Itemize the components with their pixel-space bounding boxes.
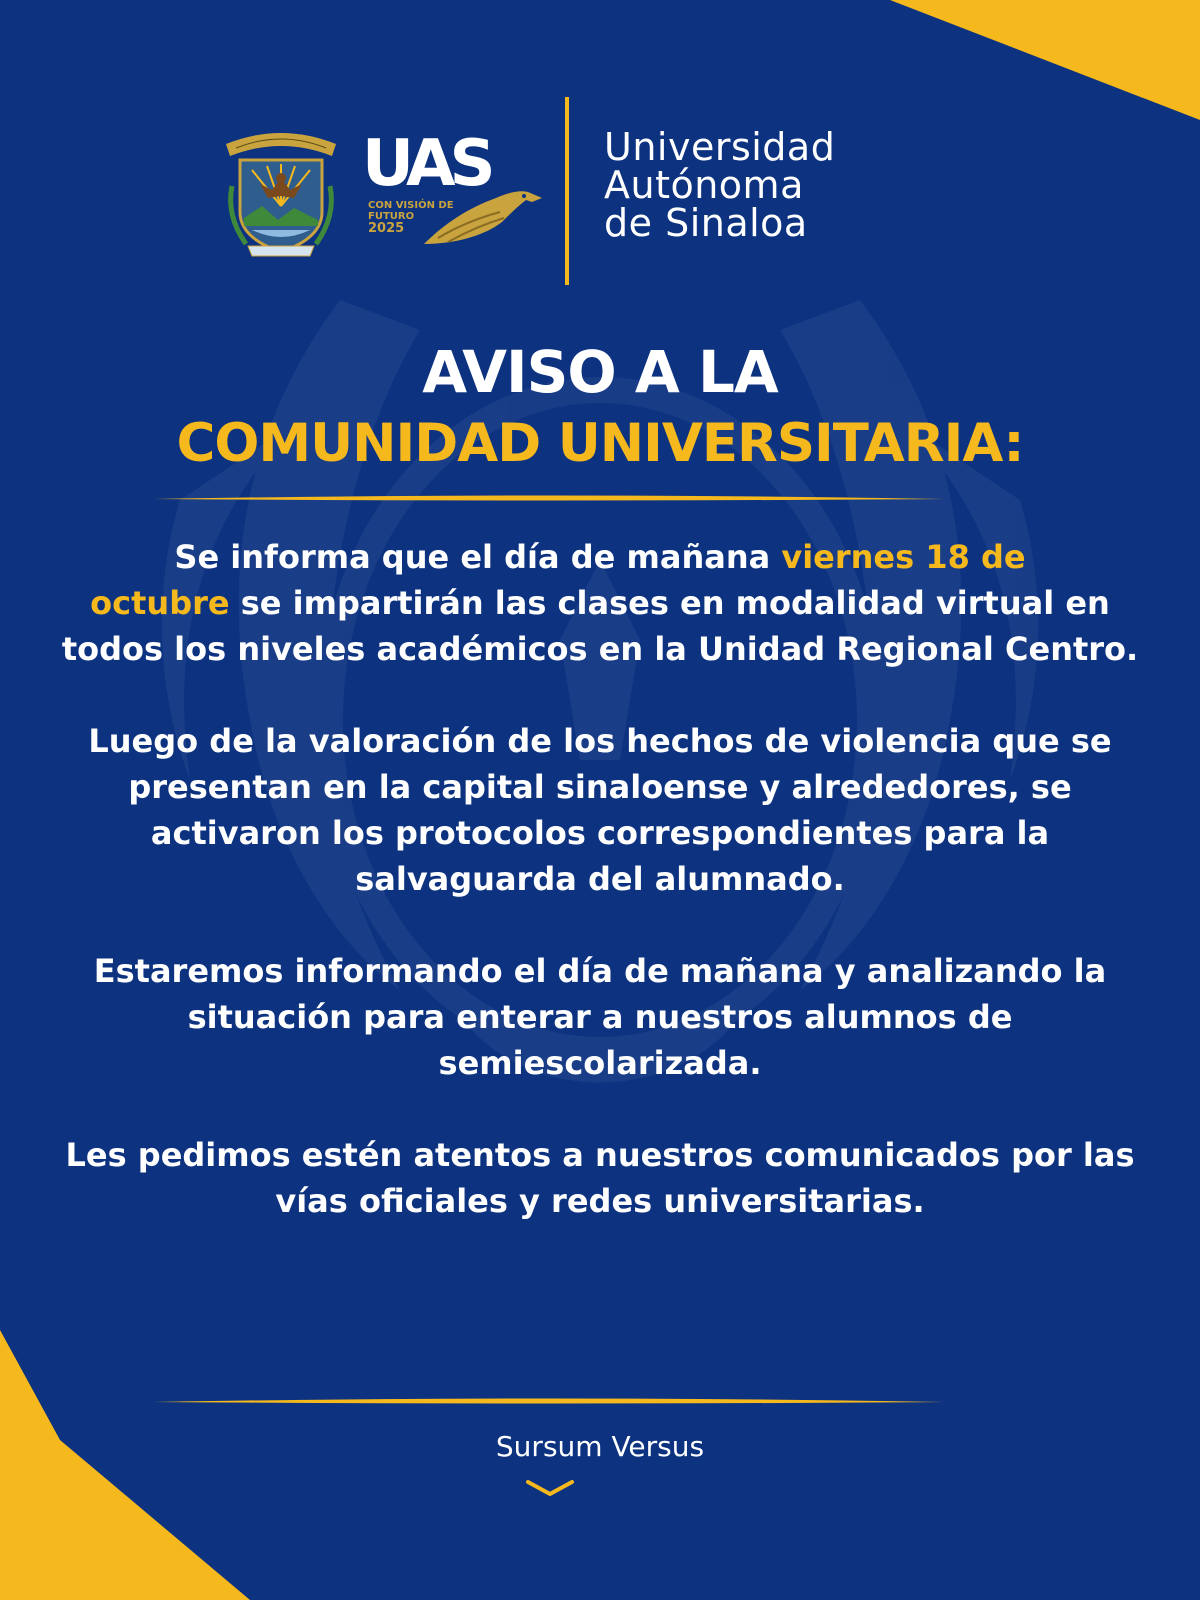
title-line1: AVISO A LA <box>422 338 778 406</box>
paragraph-1-start: Se informa que el día de mañana <box>174 538 782 576</box>
university-name <box>604 125 964 245</box>
chevron-down-icon <box>524 1476 576 1500</box>
top-divider <box>153 494 945 504</box>
uas-wordmark: UAS <box>362 127 490 201</box>
paragraph-1-end: se impartirán las clases en modalidad virtual en todos los niveles académicos en la Unidad Regional Centro. <box>61 584 1139 668</box>
announcement-title <box>0 338 1200 476</box>
date-highlight-a: viernes 18 de <box>781 538 1026 576</box>
university-name-line1: Universidad <box>604 125 836 169</box>
university-name-line2: Autónoma <box>604 163 804 207</box>
paragraph-1 <box>60 534 1140 672</box>
paragraph-2: Luego de la valoración de los hechos de violencia que se presentan en la capital sinaloense y alrededores, se activaron los protocolos correspondientes para la salvaguarda del alumnado. <box>88 722 1112 898</box>
university-seal-icon <box>222 126 340 264</box>
uas-tagline-line1: CON VISIÓN DE <box>368 200 454 211</box>
paragraph-3: Estaremos informando el día de mañana y analizando la situación para enterar a nuestros alumnos de semiescolarizada. <box>93 952 1107 1082</box>
date-highlight-b: octubre <box>90 584 230 622</box>
bottom-left-corner-accent <box>0 1330 250 1600</box>
title-line2: COMUNIDAD UNIVERSITARIA: <box>176 413 1024 474</box>
header-divider <box>565 97 569 285</box>
header <box>0 0 1200 300</box>
paragraph-4: Les pedimos estén atentos a nuestros comunicados por las vías oficiales y redes universitarias. <box>65 1136 1135 1220</box>
announcement-body <box>60 534 1140 1224</box>
bottom-divider <box>153 1397 945 1407</box>
university-name-line3: de Sinaloa <box>604 201 808 245</box>
uas-tagline-year: 2025 <box>368 221 405 236</box>
footer-motto: Sursum Versus <box>495 1430 705 1463</box>
uas-logo <box>362 127 542 248</box>
uas-tagline-line2: FUTURO <box>368 211 415 222</box>
eagle-icon <box>424 184 542 248</box>
